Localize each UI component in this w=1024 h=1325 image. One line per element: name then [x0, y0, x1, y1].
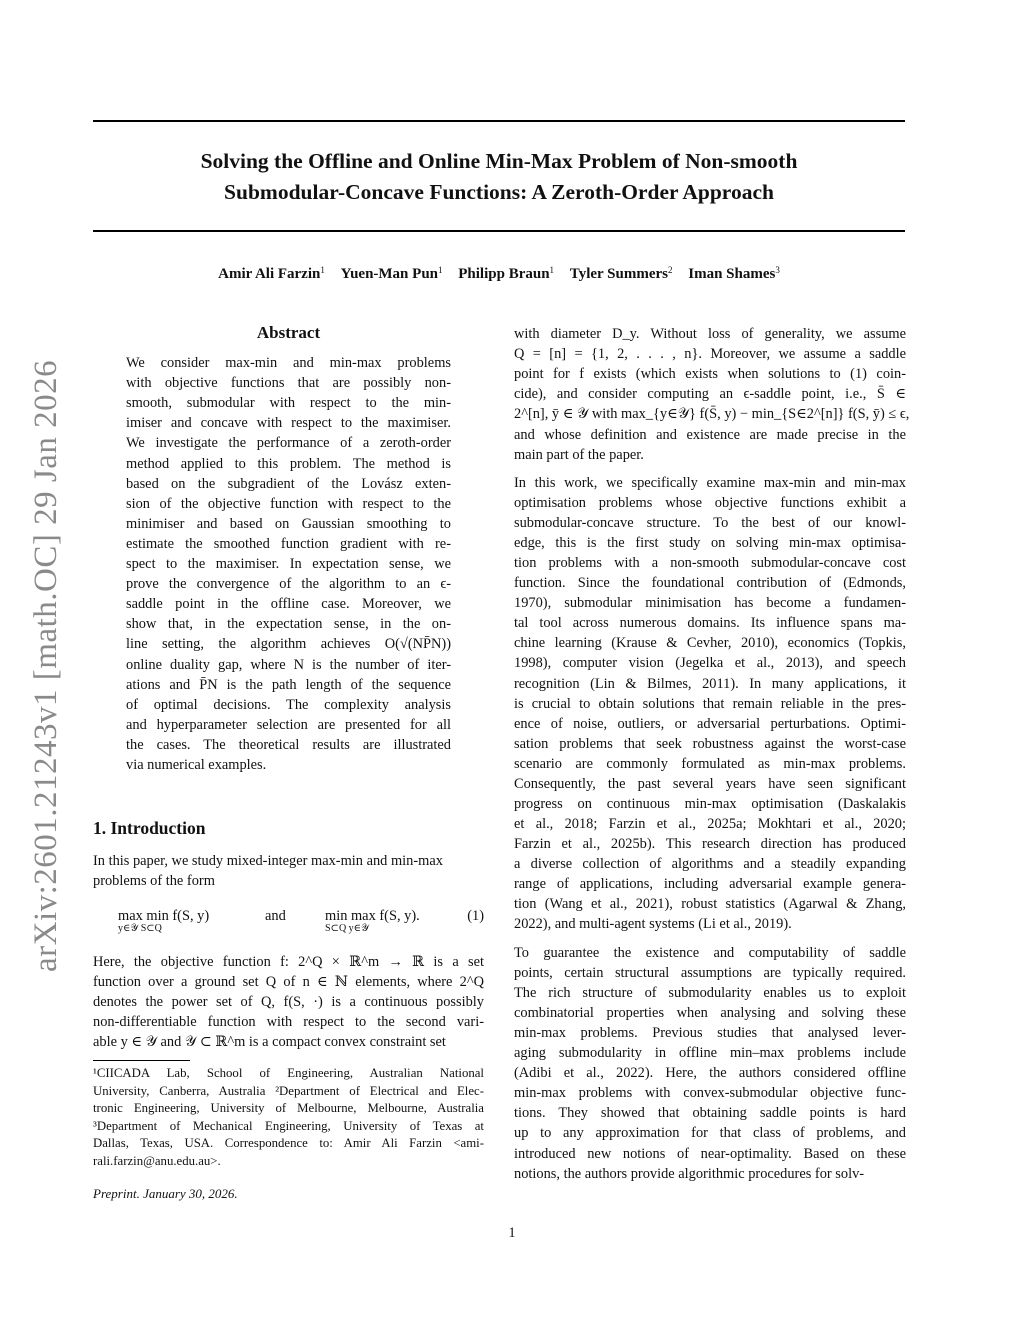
text-line: 2^[n], ȳ ∈ 𝒴 with max_{y∈𝒴} f(S̄, y) − min_{S∈2^[n]} f(S, ȳ) ≤ ϵ, [514, 406, 910, 423]
text-line: Farzin et al., 2025b). This research direction has produced [514, 835, 906, 852]
text-line: edge, this is the first study on solving min-max optimisa- [514, 535, 906, 552]
text-line: minimiser and based on Gaussian smoothing to [126, 515, 451, 532]
text-line: points, certain structural assumptions are typically required. [514, 965, 906, 982]
text-line: 1998), computer vision (Jegelka et al., 2013), and speech [514, 655, 906, 672]
text-line: min-max problems with convex-submodular objective func- [514, 1085, 906, 1102]
text-line: Dallas, Texas, USA. Correspondence to: Amir Ali Farzin <ami- [93, 1136, 484, 1150]
arxiv-identifier-stamp: arXiv:2601.21243v1 [math.OC] 29 Jan 2026 [28, 359, 64, 972]
title-rule-bottom [93, 230, 905, 232]
text-line: et al., 2018; Farzin et al., 2025a; Mokhtari et al., 2020; [514, 815, 906, 832]
text-line: saddle point in the offline case. Moreover, we [126, 596, 451, 613]
text-line: introduced new notions of near-optimality. Based on these [514, 1145, 906, 1162]
equation-number: (1) [467, 908, 484, 924]
text-line: main part of the paper. [514, 446, 644, 463]
text-line: progress on continuous min-max optimisation (Daskalakis [514, 795, 906, 812]
text-line: the cases. The theoretical results are illustrated [126, 736, 451, 753]
text-line: imiser and concave with respect to the maximiser. [126, 415, 451, 432]
equation-min-max: min max f(S, y). [325, 908, 420, 924]
text-line: prove the convergence of the algorithm to an ϵ- [126, 576, 451, 593]
text-line: tal tool across numerous domains. Its influence spans ma- [514, 615, 906, 632]
text-line: notions, the authors provide algorithmic procedures for solv- [514, 1165, 865, 1182]
text-line: tion (Wang et al., 2021), robust statistics (Agarwal & Zhang, [514, 896, 906, 913]
text-line: function. Since the foundational contribution of (Edmonds, [514, 575, 906, 592]
text-line: able y ∈ 𝒴 and 𝒴 ⊂ ℝ^m is a compact convex constraint set [93, 1034, 446, 1051]
author: Tyler Summers$^2$ [569, 265, 673, 282]
text-line: sion of the objective function with respect to the [126, 495, 451, 512]
text-line: problems of the form [93, 873, 215, 889]
text-line: function over a ground set Q of n ∈ ℕ elements, where 2^Q [93, 974, 484, 991]
text-line: We investigate the performance of a zeroth-order [126, 435, 451, 452]
text-line: tions. They showed that obtaining saddle points is hard [514, 1105, 906, 1122]
text-line: chine learning (Krause & Cevher, 2010), economics (Topkis, [514, 635, 906, 652]
text-line: spect to the maximiser. In expectation sense, we [126, 556, 451, 572]
text-line: method applied to this problem. The method is [126, 455, 451, 472]
text-line: To guarantee the existence and computability of saddle [514, 945, 906, 961]
author: Iman Shames$^3$ [688, 265, 780, 282]
text-line: ence of noise, outliers, or adversarial perturbations. Optimi- [514, 715, 906, 732]
text-line: optimisation problems whose objective functions exhibit a [514, 495, 906, 512]
text-line: submodular-concave structure. To the best of our knowl- [514, 515, 906, 532]
text-line: (Adibi et al., 2022). Here, the authors considered offline [514, 1065, 906, 1082]
text-line: with diameter D_y. Without loss of generality, we assume [514, 326, 906, 342]
equation-max-min: max min f(S, y) [118, 908, 210, 924]
author: Philipp Braun$^1$ [458, 265, 555, 282]
page-number: 1 [508, 1225, 516, 1241]
equation-and: and [265, 908, 286, 924]
text-line: min-max problems. Previous studies that analysed lever- [514, 1025, 906, 1042]
text-line: is crucial to obtain solutions that remain reliable in the pres- [514, 695, 906, 712]
text-line: smooth, submodular with respect to the min- [126, 395, 451, 412]
equation-min-max-subscript: S⊂Q y∈𝒴 [325, 923, 369, 934]
text-line: show that, in the expectation sense, in the on- [126, 616, 451, 633]
text-line: sation problems that seek robustness against the worst-case [514, 735, 906, 752]
text-line: with objective functions that are possibly non- [126, 375, 451, 392]
text-line: 2022), and multi-agent systems (Li et al., 2019). [514, 916, 792, 933]
text-line: and whose definition and existence are made precise in the [514, 426, 906, 443]
text-line: We consider max-min and min-max problems [126, 355, 451, 371]
title-rule-top [93, 120, 905, 122]
text-line: a diverse collection of algorithms and a steadily expanding [514, 855, 906, 872]
text-line: ¹CIICADA Lab, School of Engineering, Australian National [93, 1066, 484, 1080]
text-line: ations and P̄N is the path length of the sequence [126, 676, 451, 693]
text-line: Here, the objective function f: 2^Q × ℝ^m → ℝ is a set [93, 954, 484, 970]
preprint-note: Preprint. January 30, 2026. [93, 1186, 238, 1201]
text-line: scenario are commonly formulated as min-max problems. [514, 755, 906, 772]
text-line: based on the subgradient of the Lovász exten- [126, 475, 451, 492]
text-line: aging submodularity in offline min–max problems include [514, 1045, 906, 1062]
text-line: cide), and consider computing an ϵ-saddle point, i.e., S̄ ∈ [514, 386, 906, 403]
text-line: of optimal decisions. The complexity analysis [126, 696, 451, 713]
text-line: estimate the smoothed function gradient with re- [126, 535, 451, 552]
text-line: via numerical examples. [126, 757, 267, 773]
text-line: online duality gap, where N is the number of iter- [126, 656, 451, 673]
text-line: 1970), submodular minimisation has become a fundamen- [514, 595, 906, 612]
text-line: rali.farzin@anu.edu.au>. [93, 1153, 221, 1168]
text-line: combinatorial properties when analysing and solving these [514, 1005, 906, 1022]
text-line: tion problems with a non-smooth submodular-concave cost [514, 555, 906, 572]
text-line: Consequently, the past several years have seen significant [514, 775, 906, 792]
text-line: and hyperparameter selection are presented for all [126, 716, 451, 733]
text-line: Q = [n] = {1, 2, . . . , n}. Moreover, we assume a saddle [514, 346, 906, 363]
text-line: line setting, the algorithm achieves O(√(NP̄N)) [126, 636, 451, 653]
text-line: denotes the power set of Q, f(S, ·) is a continuous possibly [93, 994, 484, 1011]
author-list [93, 266, 905, 283]
text-line: non-differentiable function with respect to the second vari- [93, 1014, 484, 1031]
text-line: recognition (Lin & Bilmes, 2011). In many applications, it [514, 675, 906, 692]
author: Yuen-Man Pun$^1$ [340, 265, 443, 282]
footnote-rule [93, 1060, 190, 1061]
equation-1 [93, 906, 484, 938]
text-line: In this work, we specifically examine max-min and min-max [514, 475, 906, 491]
paper-title-line-1: Solving the Offline and Online Min-Max Problem of Non-smooth [200, 149, 798, 173]
intro-heading: 1. Introduction [93, 818, 206, 838]
text-line: point for f exists (which exists when solutions to (1) coin- [514, 366, 906, 383]
equation-max-min-subscript: y∈𝒴 S⊂Q [118, 923, 162, 934]
author: Amir Ali Farzin$^1$ [218, 265, 325, 282]
paper-title-line-2: Submodular-Concave Functions: A Zeroth-Order Approach [224, 180, 774, 204]
text-line: up to any approximation for that class of problems, and [514, 1125, 906, 1142]
text-line: In this paper, we study mixed-integer max-min and min-max [93, 853, 443, 869]
abstract-heading: Abstract [256, 323, 321, 342]
text-line: range of applications, including adversarial example genera- [514, 876, 906, 892]
text-line: tronic Engineering, University of Melbourne, Melbourne, Australia [93, 1101, 484, 1115]
text-line: The rich structure of submodularity enables us to exploit [514, 985, 906, 1002]
text-line: University, Canberra, Australia ²Department of Electrical and Elec- [93, 1083, 484, 1098]
text-line: ³Department of Mechanical Engineering, University of Texas at [93, 1118, 484, 1133]
